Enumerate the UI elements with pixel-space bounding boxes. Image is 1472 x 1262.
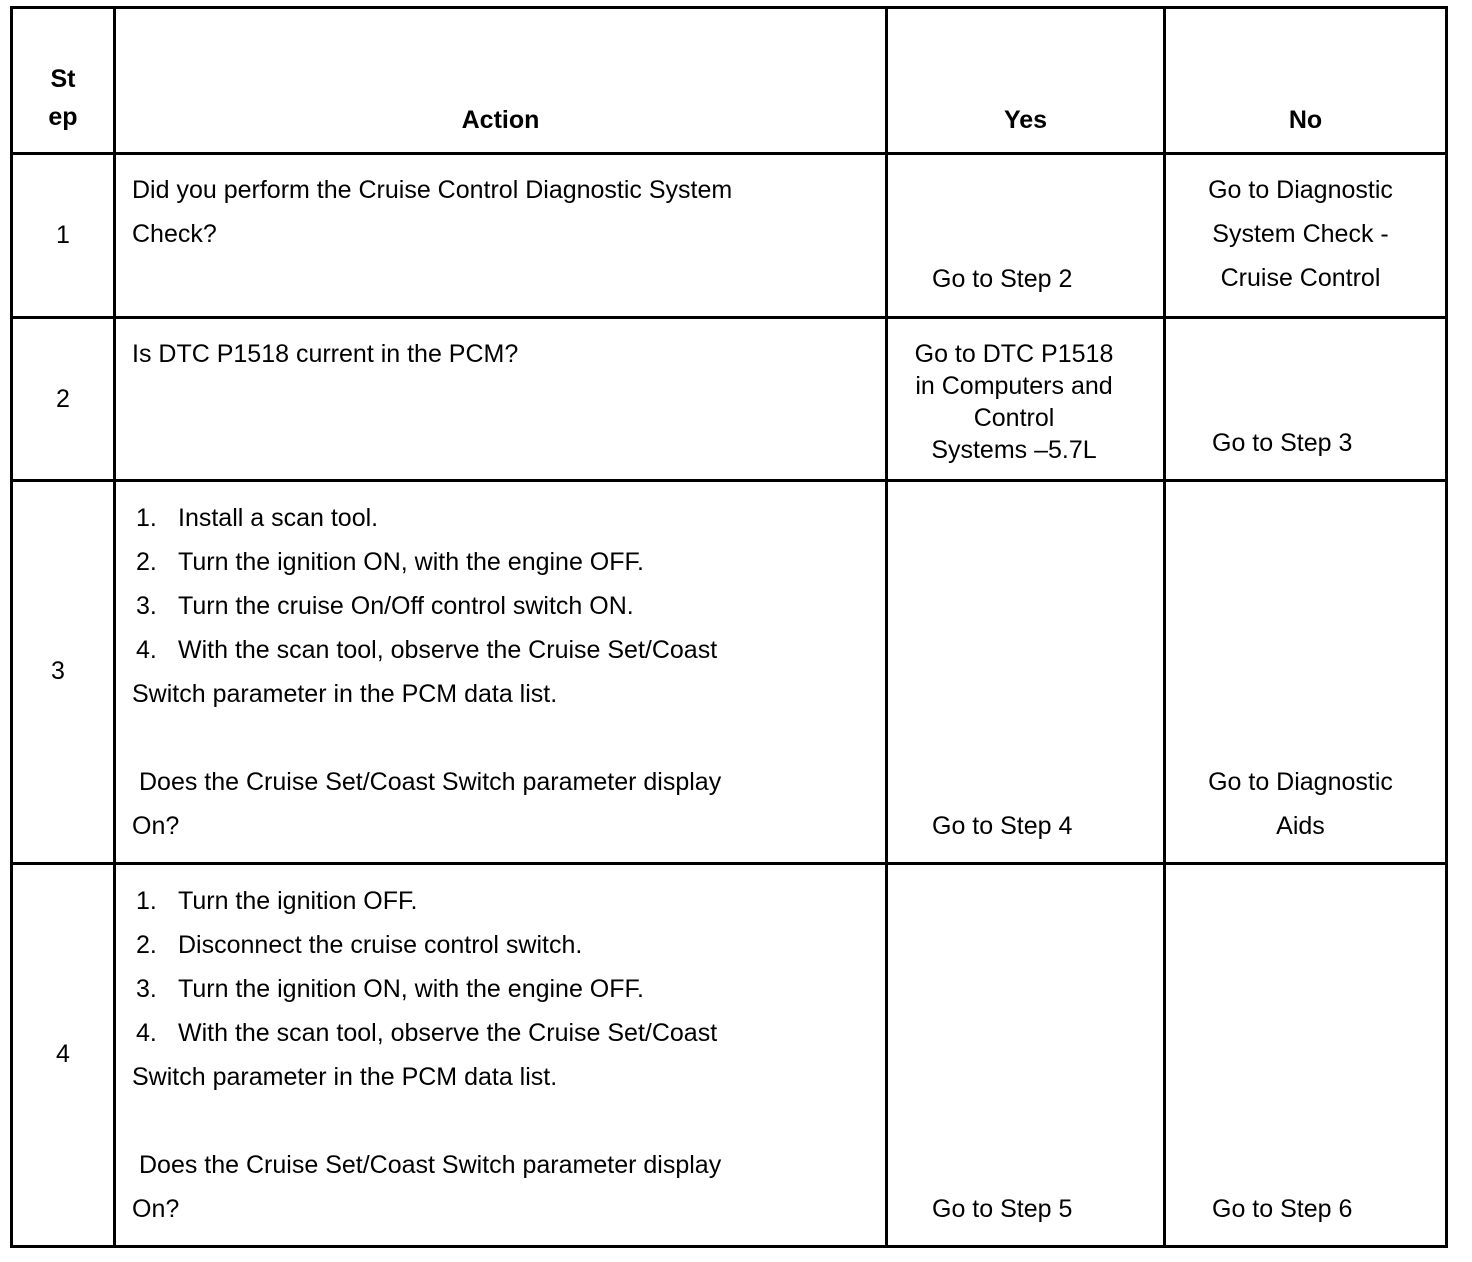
question-line: On? [132,1195,180,1223]
list-item [132,628,717,672]
list-text: With the scan tool, observe the Cruise Set/Coast [178,636,718,664]
yes-link[interactable]: Go to Step 2 [932,265,1073,293]
list-continuation: Switch parameter in the PCM data list. [132,680,558,708]
action-text [132,496,717,716]
list-number: 2. [136,548,157,576]
step-number: 2 [56,385,70,413]
no-link[interactable]: Go to Step 3 [1212,429,1353,457]
yes-line: Go to DTC P1518 [914,340,1114,368]
header-step-line2: ep [48,103,78,131]
table-border-right [1445,6,1448,1248]
list-item [132,967,717,1011]
no-line: System Check - [1212,220,1389,248]
yes-link[interactable]: Go to Step 4 [932,812,1073,840]
list-item [132,496,717,540]
list-text: Install a scan tool. [178,504,379,532]
question-line: On? [132,812,180,840]
yes-line: in Computers and [915,372,1113,400]
no-link[interactable] [1166,760,1435,848]
diagnostic-table [10,6,1448,1248]
no-link[interactable]: Go to Step 6 [1212,1195,1353,1223]
yes-line: Control [973,404,1055,432]
action-line: Check? [132,220,217,248]
action-text [132,168,732,256]
header-divider [10,152,1448,155]
list-number: 3. [136,592,157,620]
step-number: 4 [56,1040,70,1068]
question-line: Does the Cruise Set/Coast Switch parameter display [139,1151,722,1179]
table-border-top [10,6,1448,9]
yes-line: Systems –5.7L [931,436,1097,464]
no-link[interactable] [1166,168,1435,300]
list-text: Disconnect the cruise control switch. [178,931,583,959]
step-number: 3 [51,657,65,685]
list-text: Turn the ignition OFF. [178,887,418,915]
yes-link[interactable] [888,338,1140,466]
list-text: Turn the ignition ON, with the engine OFF. [178,975,644,1003]
list-number: 1. [136,887,157,915]
no-line: Cruise Control [1220,264,1381,292]
column-divider [885,6,888,1248]
no-line: Go to Diagnostic [1208,768,1393,796]
column-divider [113,6,116,1248]
row-divider [10,862,1448,865]
list-text: Turn the ignition ON, with the engine OFF. [178,548,644,576]
list-number: 3. [136,975,157,1003]
action-text [132,332,518,376]
header-yes: Yes [1003,106,1048,134]
question-line: Does the Cruise Set/Coast Switch parameter display [139,768,722,796]
yes-link[interactable]: Go to Step 5 [932,1195,1073,1223]
list-item [132,923,717,967]
header-step [13,60,113,136]
question-text [132,1143,721,1231]
list-item [132,584,717,628]
header-step-line1: St [50,65,76,93]
action-line: Did you perform the Cruise Control Diagnostic System [132,176,733,204]
row-divider [10,316,1448,319]
list-text: With the scan tool, observe the Cruise Set/Coast [178,1019,718,1047]
list-number: 4. [136,1019,157,1047]
list-number: 2. [136,931,157,959]
list-number: 4. [136,636,157,664]
row-divider [10,479,1448,482]
list-text: Turn the cruise On/Off control switch ON. [178,592,634,620]
action-line: Is DTC P1518 current in the PCM? [132,340,519,368]
action-text [132,879,717,1099]
table-border-bottom [10,1245,1448,1248]
list-item [132,879,717,923]
question-text [132,760,721,848]
step-number: 1 [56,221,70,249]
list-continuation: Switch parameter in the PCM data list. [132,1063,558,1091]
header-action: Action [461,106,540,134]
no-line: Go to Diagnostic [1208,176,1393,204]
list-number: 1. [136,504,157,532]
list-item [132,540,717,584]
no-line: Aids [1276,812,1325,840]
list-item [132,1011,717,1055]
header-no: No [1288,106,1323,134]
